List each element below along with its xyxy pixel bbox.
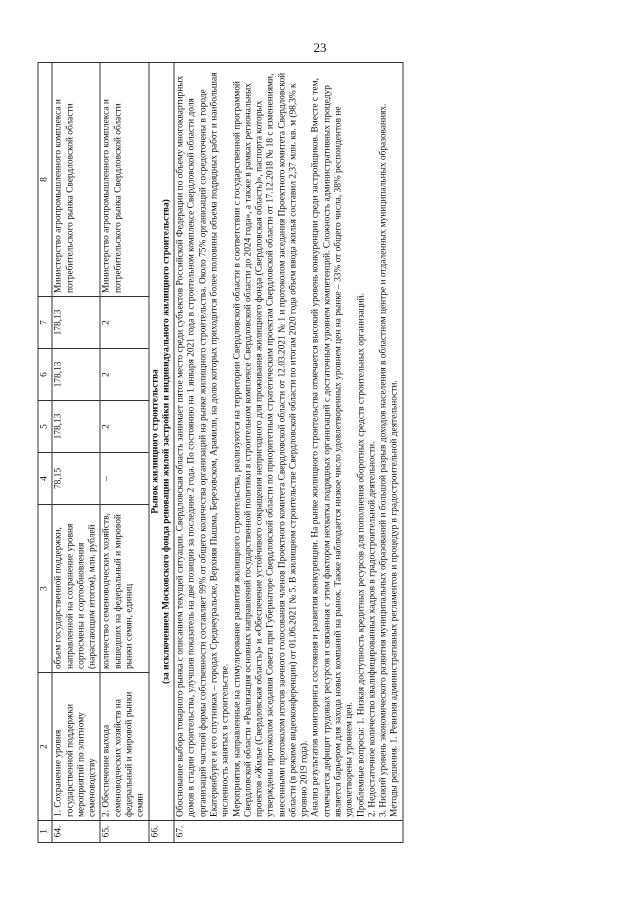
paragraph: 2. Недостаточное количество квалифицированных кадров в градостроительной деятельности. xyxy=(367,440,378,817)
table-row xyxy=(52,62,100,842)
col-header-3: 3 xyxy=(38,504,52,672)
value-col-4: 78,15 xyxy=(52,452,100,504)
paragraph: Мероприятия, направленные на стимулирование развития жилищного строительства, реализуются на территории Свердловской области в соответствии с государственной программой Свердловской области «Реализация основных направлений государственной политики в строительном комплексе Свердловской области до 2024 года», а также в рамках региональных проектов «Жилье (Свердловская область)» и «Обеспечение устойчивого сокращения непригодного для проживания жилищного фонда (Свердловская область)», паспорта которых утверждены протоколом заседания Совета при Губернаторе Свердловской области по приоритетным стратегическим проектам Свердловской области от 17.12.2018 № 18 с изменениями, внесенными протоколом итогов заочного голосования членов Проектного комитета Свердловской области от 12.03.2021 № 1 и протоколом заседания Проектного комитета Свердловской области (в режиме видеоконференции) от 01.06.2021 № 5. В жилищном строительстве Свердловской области по итогам 2020 года объем ввода жилья составил 2,37 млн. кв. м (98,3% к уровню 2019 года). xyxy=(232,72,310,817)
rotated-table-container xyxy=(38,63,603,843)
value-col-7: 2 xyxy=(100,296,148,348)
row-number: 66. xyxy=(149,820,175,842)
col-header-1: 1 xyxy=(38,820,52,842)
paragraph: Проблемные вопросы: 1. Низкая доступность кредитных ресурсов для пополнения оборотных средств строительных организаций. xyxy=(356,292,367,817)
col-header-5: 5 xyxy=(38,400,52,452)
paragraph: Методы решения. 1. Ревизия административных регламентов и процедур в градостроительной деятельности. xyxy=(389,379,400,817)
value-col-7: 178,13 xyxy=(52,296,100,348)
paragraph: Обоснование выбора товарного рынка с описанием текущей ситуации. Свердловская область занимает пятое место среди субъектов Российской Федерации по объему многоквартирных домов в стадии строительства, улучшив показатель на две позиции за последние 2 года. По состоянию на 1 января 2021 года в строительном комплексе Свердловской области доля организаций частной формы собственности составляет 99% от общего количества организаций на рынке жилищного строительства. Около 75% организаций сосредоточены в городе Екатеринбурге и его спутниках – городах Среднеуральске, Верхняя Пышма, Березовском, Арамили, на долю которых приходится более половины объема подрядных работ и наибольшая численность занятых в строительстве. xyxy=(175,72,231,817)
paragraph: 3. Низкий уровень экономического развития муниципальных образований и большой разрыв доходов населения в областном центре и отдаленных муниципальных образованиях. xyxy=(378,103,389,817)
responsible-executor: Министерство агропромышленного комплекса и потребительского рынка Свердловской области xyxy=(52,62,100,296)
measure-name: 1. Сохранение уровня государственной поддержки мероприятий по элитному семеноводству xyxy=(52,672,100,820)
indicator-name: объем государственной поддержки, направленной на сохранение уровня сортосмены и сортообновления (нарастающим итогом), млн. рублей xyxy=(52,504,100,672)
col-header-2: 2 xyxy=(38,672,52,820)
value-col-6: 178,13 xyxy=(52,348,100,400)
responsible-executor: Министерство агропромышленного комплекса и потребительского рынка Свердловской области xyxy=(100,62,148,296)
paragraph: Анализ результатов мониторинга состояния и развития конкуренции. На рынке жилищного строительства отмечается высокий уровень конкуренции среди застройщиков. Вместе с тем, отмечается дефицит трудовых ресурсов и связанная с этим фактором нехватка подрядных организаций с достаточным уровнем компетенций. Сложность административных процедур является барьером для захода новых компаний на рынок. Также наблюдается низкое число удовлетворенных уровнем цен на рынке – 33% от общего числа, 38% респондентов не удовлетворены уровнем цен. xyxy=(310,77,355,817)
measure-name: 2. Обеспечение выхода семеноводческих хозяйств на федеральный и мировой рынки семян xyxy=(100,672,148,820)
section-title-line-2: (за исключением Московского фонда реновации жилой застройки и индивидуального жилищного строительства) xyxy=(161,198,172,684)
col-header-7: 7 xyxy=(38,296,52,348)
page-number: 23 xyxy=(313,40,327,55)
section-title xyxy=(149,62,175,820)
program-table xyxy=(38,62,404,843)
section-row xyxy=(149,62,175,842)
row-number: 67. xyxy=(174,820,403,842)
indicator-name: количество семеноводческих хозяйств, вышедших на федеральный и мировой рынки семян, единиц xyxy=(100,504,148,672)
text-row xyxy=(174,62,403,842)
col-header-8: 8 xyxy=(38,62,52,296)
table-row xyxy=(100,62,148,842)
row-number: 64. xyxy=(52,820,100,842)
value-col-4: – xyxy=(100,452,148,504)
col-header-6: 6 xyxy=(38,348,52,400)
market-description xyxy=(174,62,403,820)
row-number: 65. xyxy=(100,820,148,842)
col-header-4: 4 xyxy=(38,452,52,504)
value-col-6: 2 xyxy=(100,348,148,400)
section-title-line-1: Рынок жилищного строительства xyxy=(150,368,161,514)
value-col-5: 178,13 xyxy=(52,400,100,452)
value-col-5: 2 xyxy=(100,400,148,452)
header-row xyxy=(38,62,52,842)
